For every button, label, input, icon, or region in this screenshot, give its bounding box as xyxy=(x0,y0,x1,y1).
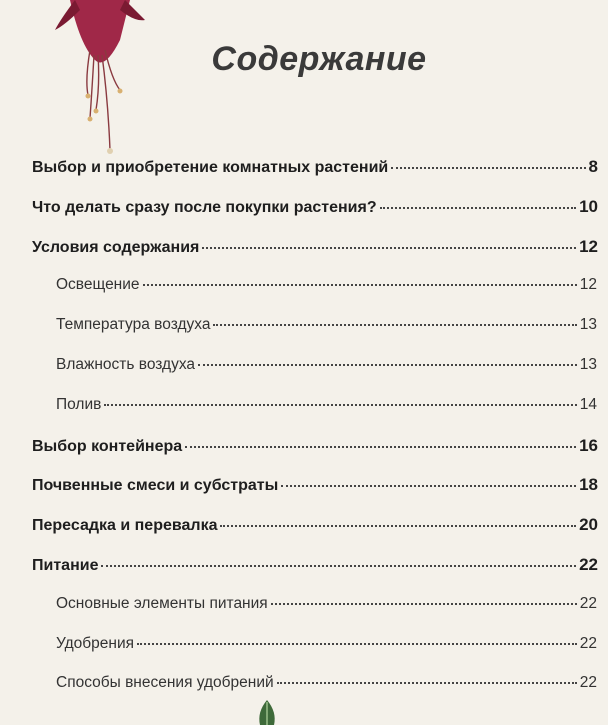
toc-entry-title: Способы внесения удобрений xyxy=(56,674,274,692)
toc-entry-title: Удобрения xyxy=(56,634,135,652)
toc-entry-title: Питание xyxy=(32,557,99,574)
toc-entry-title: Влажность воздуха xyxy=(56,356,196,373)
toc-entry-title: Выбор контейнера xyxy=(32,437,183,455)
dot-leader xyxy=(202,247,576,249)
toc-page-number: 10 xyxy=(579,196,598,216)
dot-leader xyxy=(198,364,577,366)
toc-entry[interactable] xyxy=(32,197,598,221)
toc-entry[interactable] xyxy=(32,157,598,181)
toc-entry[interactable] xyxy=(56,276,597,300)
dot-leader xyxy=(213,324,576,326)
toc-entry-title: Почвенные смеси и субстраты xyxy=(32,477,279,495)
toc-page-number: 22 xyxy=(579,594,597,612)
toc-entry-title: Температура воздуха xyxy=(56,316,211,334)
fuchsia-flower-icon xyxy=(50,0,150,160)
toc-page-number: 22 xyxy=(579,634,597,652)
toc-entry-title: Что делать сразу после покупки растения? xyxy=(32,198,377,216)
toc-entry-title: Пересадка и перевалка xyxy=(32,517,218,535)
dot-leader xyxy=(104,404,576,406)
toc-entry[interactable] xyxy=(32,237,598,261)
toc-entry-title: Полив xyxy=(56,395,102,413)
dot-leader xyxy=(277,682,577,684)
toc-entry[interactable] xyxy=(32,515,598,539)
toc-entry-title: Условия содержания xyxy=(32,238,200,256)
toc-page-number: 13 xyxy=(579,356,597,373)
toc-page-number: 8 xyxy=(588,157,598,176)
toc-entry[interactable] xyxy=(56,316,597,340)
dot-leader xyxy=(380,207,576,209)
toc-page-number: 18 xyxy=(579,475,598,495)
toc-page-number: 12 xyxy=(579,276,597,294)
toc-page-number: 13 xyxy=(579,316,597,334)
toc-page-number: 22 xyxy=(579,555,598,574)
toc-entry[interactable] xyxy=(32,555,598,579)
dot-leader xyxy=(185,446,576,448)
toc-entry[interactable] xyxy=(32,436,598,460)
toc-entry[interactable] xyxy=(56,595,597,619)
toc-entry[interactable] xyxy=(56,356,597,380)
dot-leader xyxy=(391,167,585,169)
toc-entry[interactable] xyxy=(56,635,597,659)
dot-leader xyxy=(220,525,576,527)
toc-page-number: 12 xyxy=(579,236,598,256)
toc-entry[interactable] xyxy=(56,674,597,698)
page-title: Содержание xyxy=(211,40,427,78)
toc-page-number: 20 xyxy=(579,515,598,535)
toc-entry[interactable] xyxy=(56,396,597,420)
dot-leader xyxy=(271,603,577,605)
toc-page-number: 16 xyxy=(579,435,598,455)
toc-page-number: 22 xyxy=(579,674,597,692)
toc-entry-title: Выбор и приобретение комнатных растений xyxy=(32,159,389,176)
dot-leader xyxy=(101,565,576,567)
dot-leader xyxy=(143,284,577,286)
toc-page-number: 14 xyxy=(579,395,597,413)
toc-entry-title: Освещение xyxy=(56,276,140,294)
toc-entry[interactable] xyxy=(32,475,598,499)
leaf-bud-icon xyxy=(252,700,282,725)
dot-leader xyxy=(281,485,576,487)
toc-entry-title: Основные элементы питания xyxy=(56,594,268,612)
dot-leader xyxy=(137,643,577,645)
